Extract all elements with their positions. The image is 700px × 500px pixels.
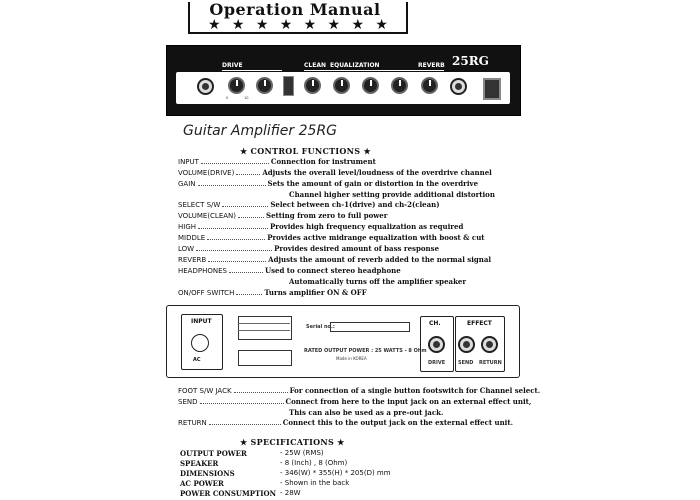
- control-desc: Connection for instrument: [270, 157, 376, 166]
- return-jack-icon: [481, 336, 498, 353]
- leader-line: [196, 245, 272, 251]
- control-desc: Adjusts the overall level/loudness of the overdrive channel: [262, 168, 492, 177]
- leader-line: [200, 398, 284, 404]
- eq-divider: [304, 70, 444, 71]
- rear-ac-label: AC: [193, 357, 201, 363]
- control-functions-heading: ★ CONTROL FUNCTIONS ★: [240, 146, 371, 156]
- control-label: LOW: [178, 245, 195, 253]
- footswitch-jack-icon: [428, 336, 445, 353]
- voltage-table-icon: [238, 316, 292, 340]
- star-icon: ★: [255, 17, 269, 33]
- control-row-select-sw: [178, 200, 518, 211]
- rated-output: RATED OUTPUT POWER : 25 WATTS - 8 Ohm: [304, 348, 427, 354]
- serial-box: [330, 322, 410, 332]
- star-icon: ★: [208, 17, 221, 33]
- label-low: LOW: [392, 104, 406, 110]
- scale-max: 10: [244, 96, 249, 100]
- spec-row: [180, 459, 500, 469]
- specifications-heading: ★ SPECIFICATIONS ★: [240, 437, 345, 447]
- mid-knob-icon: [362, 77, 379, 94]
- control-desc: For connection of a single button footswitch for Channel select.: [289, 386, 541, 395]
- leader-line: [198, 223, 268, 229]
- spec-value: - Shown in the back: [280, 479, 350, 487]
- star-icon: ★: [303, 17, 317, 33]
- control-row-high: [178, 222, 518, 233]
- label-drive-volume: VOLUME: [224, 104, 248, 110]
- ac-socket-icon: [191, 334, 209, 352]
- control-label: RETURN: [178, 419, 207, 427]
- star-icon: ★: [231, 17, 245, 33]
- leader-line: [222, 201, 268, 207]
- leader-line: [236, 169, 260, 175]
- label-mid: MID: [364, 104, 376, 110]
- control-desc: Sets the amount of gain or distortion in the overdrive: [267, 179, 479, 188]
- clean-volume-knob-icon: [304, 77, 321, 94]
- gain-knob-icon: [256, 77, 273, 94]
- product-subtitle: Guitar Amplifier 25RG: [183, 123, 338, 139]
- spec-value: - 25W (RMS): [280, 449, 324, 457]
- leader-line: [209, 419, 281, 425]
- control-label: INPUT: [178, 158, 199, 166]
- control-desc: Provides high frequency equalization as required: [270, 222, 464, 231]
- section-reverb: REVERB: [418, 62, 445, 69]
- leader-line: [234, 387, 288, 393]
- control-row-input: [178, 157, 518, 168]
- control-desc: Provides desired amount of bass response: [274, 244, 440, 253]
- control-label: REVERB: [178, 256, 207, 264]
- control-label: SEND: [178, 398, 198, 406]
- input-jack-icon: [197, 78, 214, 95]
- header-stars: [208, 18, 388, 32]
- low-knob-icon: [391, 77, 408, 94]
- star-icon: ★: [375, 17, 388, 33]
- label-clean-volume: VOLUME: [300, 104, 324, 110]
- spec-value: - 346(W) * 355(H) * 205(D) mm: [280, 469, 391, 477]
- spec-key: AC POWER: [180, 479, 224, 488]
- power-switch-icon: [483, 78, 501, 100]
- rear-send-label: SEND: [458, 360, 474, 366]
- label-reverb-volume: VOLUME: [417, 104, 441, 110]
- control-row-gain: [178, 179, 518, 190]
- star-icon: ★: [327, 17, 341, 33]
- control-row-headphones: [178, 266, 518, 277]
- spec-row: [180, 449, 500, 459]
- send-jack-icon: [458, 336, 475, 353]
- high-knob-icon: [333, 77, 350, 94]
- star-icon: ★: [279, 17, 293, 33]
- control-desc: Select between ch-1(drive) and ch-2(clean): [270, 200, 440, 209]
- rear-ch-label: CH.: [429, 320, 441, 327]
- control-label: GAIN: [178, 180, 196, 188]
- made-in: Made in KOREA: [336, 356, 367, 361]
- voltage-table-line: [238, 323, 290, 324]
- spec-key: DIMENSIONS: [180, 469, 235, 478]
- control-label: VOLUME(DRIVE): [178, 169, 235, 177]
- rear-return-label: RETURN: [479, 360, 502, 366]
- control-row-reverb: [178, 255, 518, 266]
- leader-line: [238, 212, 264, 218]
- rear-row-return: [178, 418, 518, 429]
- label-gain: GAIN: [256, 104, 272, 110]
- leader-line: [201, 158, 269, 164]
- rear-row-send: [178, 397, 532, 408]
- control-desc: Connect this to the output jack on the external effect unit.: [282, 418, 514, 427]
- control-row-low: [178, 244, 518, 255]
- reverb-volume-knob-icon: [421, 77, 438, 94]
- spec-row: [180, 469, 500, 479]
- rear-input-label: INPUT: [191, 318, 212, 325]
- rear-drive-label: DRIVE: [428, 360, 446, 366]
- control-desc: Adjusts the amount of reverb added to the normal signal: [268, 255, 492, 264]
- control-desc: Provides active midrange equalization with boost & cut: [267, 233, 485, 242]
- control-desc: Connect from here to the input jack on an external effect unit,: [285, 397, 532, 406]
- label-input: INPUT: [196, 104, 214, 110]
- page-title: Operation Manual: [209, 0, 381, 19]
- control-desc: Turns amplifier ON & OFF: [264, 288, 367, 297]
- control-label: HIGH: [178, 223, 197, 231]
- control-label: ON/OFF SWITCH: [178, 289, 235, 297]
- control-row-on-off-switch: [178, 288, 518, 299]
- spec-row: [180, 479, 500, 489]
- leader-line: [236, 289, 262, 295]
- leader-line: [229, 267, 263, 273]
- control-row-volume-clean: [178, 211, 518, 222]
- spec-key: SPEAKER: [180, 459, 219, 468]
- model-badge: 25RG: [452, 54, 489, 68]
- spec-key: POWER CONSUMPTION: [180, 489, 277, 498]
- control-desc-continuation: Automatically turns off the amplifier speaker: [289, 277, 467, 286]
- label-high: HIGH: [333, 104, 349, 110]
- spec-value: - 28W: [280, 489, 301, 497]
- leader-line: [208, 256, 266, 262]
- phones-jack-icon: [450, 78, 467, 95]
- control-desc: Used to connect stereo headphone: [264, 266, 401, 275]
- scale-min: 0: [226, 96, 229, 100]
- leader-line: [207, 234, 265, 240]
- leader-line: [198, 180, 266, 186]
- spec-value: - 8 (Inch) , 8 (Ohm): [280, 459, 348, 467]
- label-phones: PHONES: [446, 104, 470, 110]
- control-desc: Setting from zero to full power: [266, 211, 388, 220]
- warning-label-icon: [238, 350, 292, 366]
- control-label: HEADPHONES: [178, 267, 227, 275]
- label-power: POWER: [479, 104, 501, 110]
- drive-divider: [222, 70, 282, 71]
- rear-row-foot-sw-jack: [178, 386, 541, 397]
- channel-select-switch-icon: [283, 76, 294, 96]
- serial-label: Serial no.:: [306, 324, 335, 330]
- drive-volume-knob-icon: [228, 77, 245, 94]
- control-label: VOLUME(CLEAN): [178, 212, 237, 220]
- rear-effect-label: EFFECT: [467, 320, 492, 327]
- control-label: SELECT S/W: [178, 201, 221, 209]
- section-equalization: EQUALIZATION: [330, 62, 380, 69]
- spec-row: [180, 489, 500, 499]
- spec-key: OUTPUT POWER: [180, 449, 247, 458]
- control-label: MIDDLE: [178, 234, 206, 242]
- control-desc-continuation: Channel higher setting provide additional distortion: [289, 190, 495, 199]
- control-row-middle: [178, 233, 518, 244]
- section-clean: CLEAN: [304, 62, 326, 69]
- voltage-table-line: [238, 330, 290, 331]
- section-drive: DRIVE: [222, 62, 243, 69]
- control-label: FOOT S/W JACK: [178, 387, 232, 395]
- control-row-volume-drive: [178, 168, 518, 179]
- rear-desc-continuation: This can also be used as a pre-out jack.: [289, 408, 444, 417]
- star-icon: ★: [351, 17, 364, 33]
